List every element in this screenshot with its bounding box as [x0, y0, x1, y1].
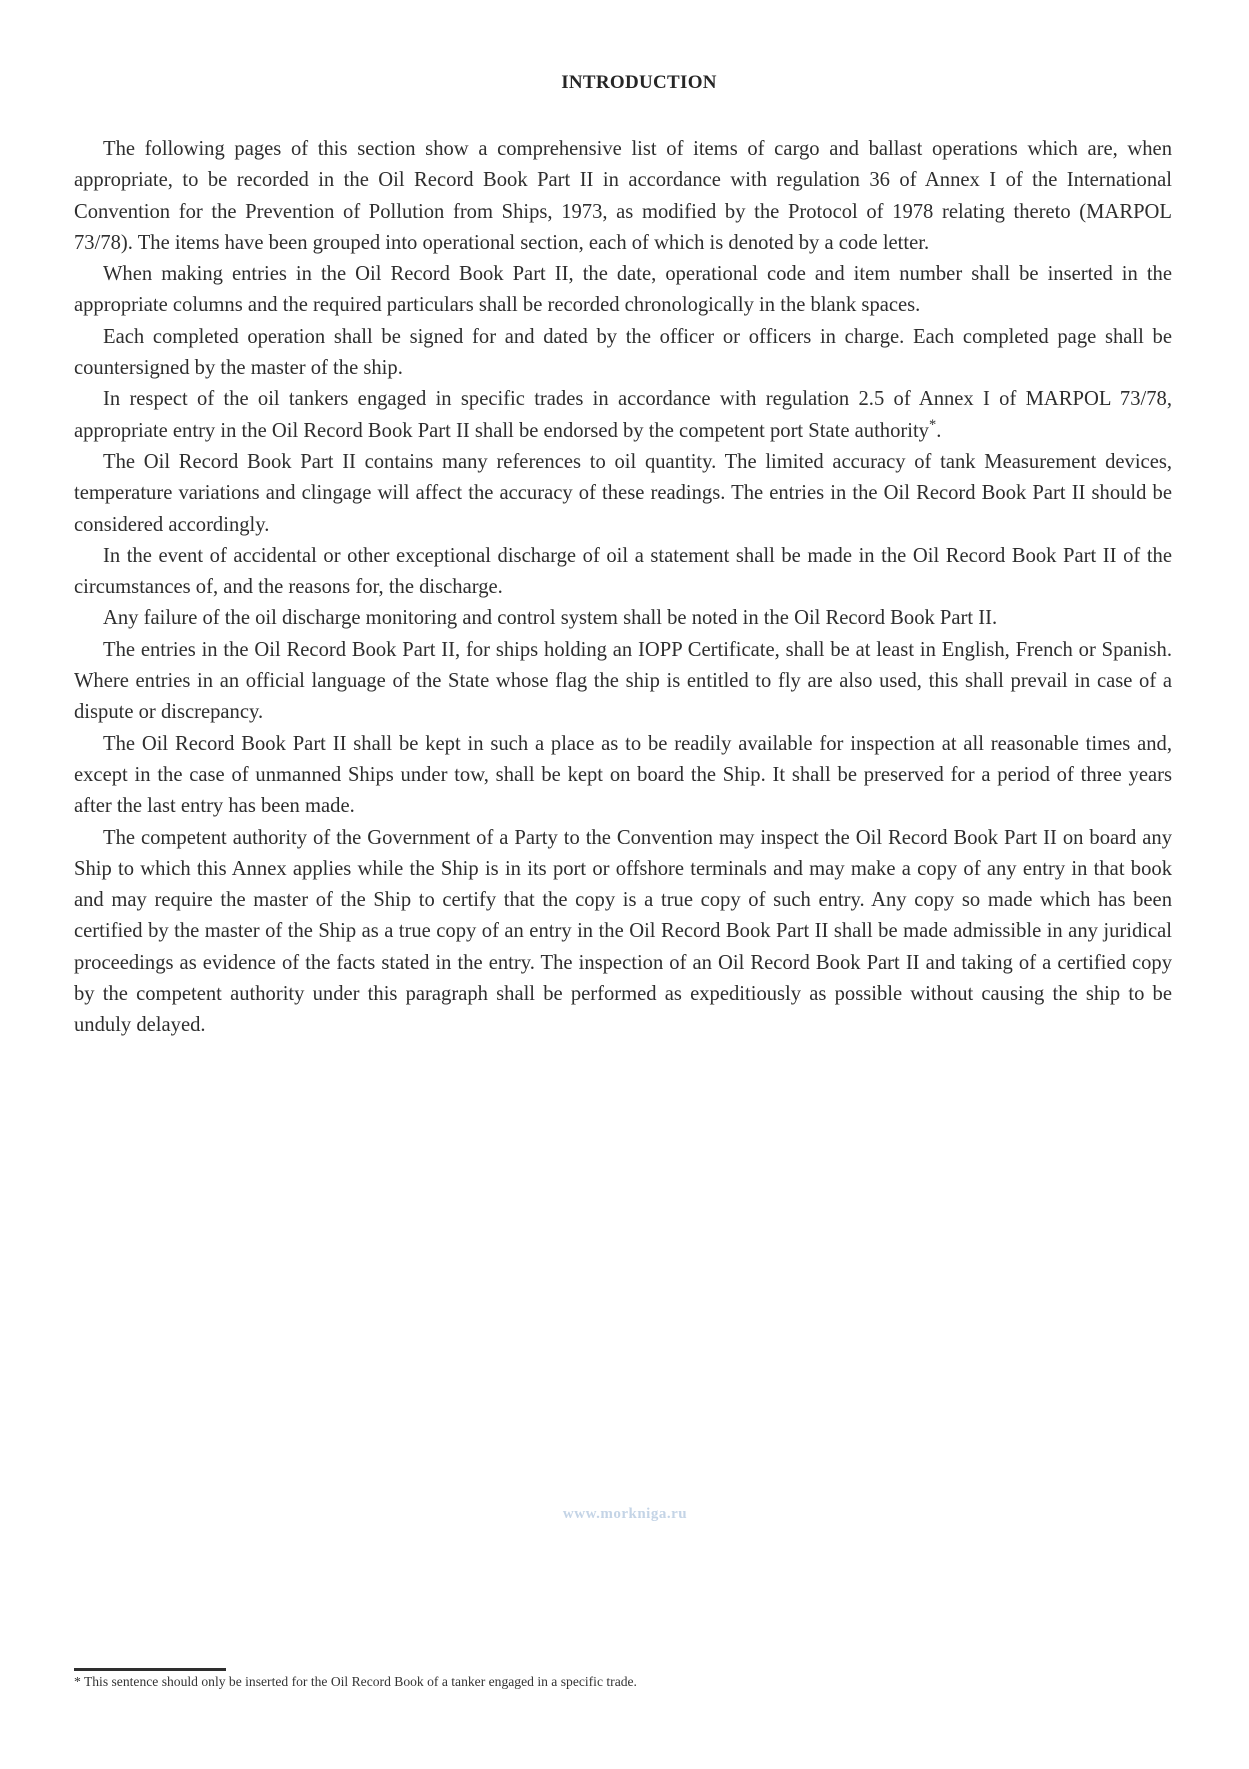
paragraph-9: The Oil Record Book Part II shall be kept in such a place as to be readily available for inspection at all reasonable times and, except in the case of unmanned Ships under tow, shall be kept on board the Ship. It shall be preserved for a period of three years after the last entry has been made.	[74, 732, 1172, 818]
introduction-body	[74, 134, 1172, 1042]
paragraph-4-end: .	[936, 419, 942, 442]
paragraph-10: The competent authority of the Government of a Party to the Convention may inspect the Oil Record Book Part II on board any Ship to which this Annex applies while the Ship is in its port or offshore terminals and may make a copy of any entry in that book and may require the master of the Ship to certify that the copy is a true copy of such entry. Any copy so made which has been certified by the master of the Ship as a true copy of an entry in the Oil Record Book Part II shall be made admissible in any juridical proceedings as evidence of the facts stated in the entry. The inspection of an Oil Record Book Part II and taking of a certified copy by the competent authority under this paragraph shall be performed as expeditiously as possible without causing the ship to be unduly delayed.	[74, 826, 1172, 1037]
watermark: www.morkniga.ru	[562, 1506, 688, 1522]
paragraph-4-text: In respect of the oil tankers engaged in specific trades in accordance with regulation 2.5 of Annex I of MARPOL 73/78, appropriate entry in the Oil Record Book Part II shall be endorsed by the competent port State authority	[74, 388, 1172, 442]
footnote-divider	[74, 1668, 226, 1671]
paragraph-3: Each completed operation shall be signed for and dated by the officer or officers in charge. Each completed page shall be countersigned by the master of the ship.	[74, 325, 1172, 380]
paragraph-5: The Oil Record Book Part II contains many references to oil quantity. The limited accuracy of tank Measurement devices, temperature variations and clingage will affect the accuracy of these readings. The entries in the Oil Record Book Part II should be considered accordingly.	[74, 450, 1172, 536]
paragraph-2: When making entries in the Oil Record Book Part II, the date, operational code and item number shall be inserted in the appropriate columns and the required particulars shall be recorded chronologically in the blank spaces.	[74, 263, 1172, 317]
paragraph-1: The following pages of this section show a comprehensive list of items of cargo and ballast operations which are, when appropriate, to be recorded in the Oil Record Book Part II in accordance with regulation 36 of Annex I of the International Convention for the Prevention of Pollution from Ships, 1973, as modified by the Protocol of 1978 relating thereto (MARPOL 73/78). The items have been grouped into operational section, each of which is denoted by a code letter.	[74, 138, 1172, 254]
paragraph-4	[74, 384, 1172, 447]
paragraph-7: Any failure of the oil discharge monitoring and control system shall be noted in the Oil Record Book Part II.	[103, 607, 998, 630]
paragraph-6: In the event of accidental or other exceptional discharge of oil a statement shall be made in the Oil Record Book Part II of the circumstances of, and the reasons for, the discharge.	[74, 544, 1172, 599]
paragraph-8: The entries in the Oil Record Book Part II, for ships holding an IOPP Certificate, shall be at least in English, French or Spanish. Where entries in an official language of the State whose flag the ship is entitled to fly are also used, this shall prevail in case of a dispute or discrepancy.	[74, 638, 1172, 724]
footnote: * This sentence should only be inserted for the Oil Record Book of a tanker engaged in a specific trade.	[74, 1674, 637, 1689]
footnote-reference: *	[928, 416, 937, 433]
page-title: INTRODUCTION	[561, 72, 717, 93]
